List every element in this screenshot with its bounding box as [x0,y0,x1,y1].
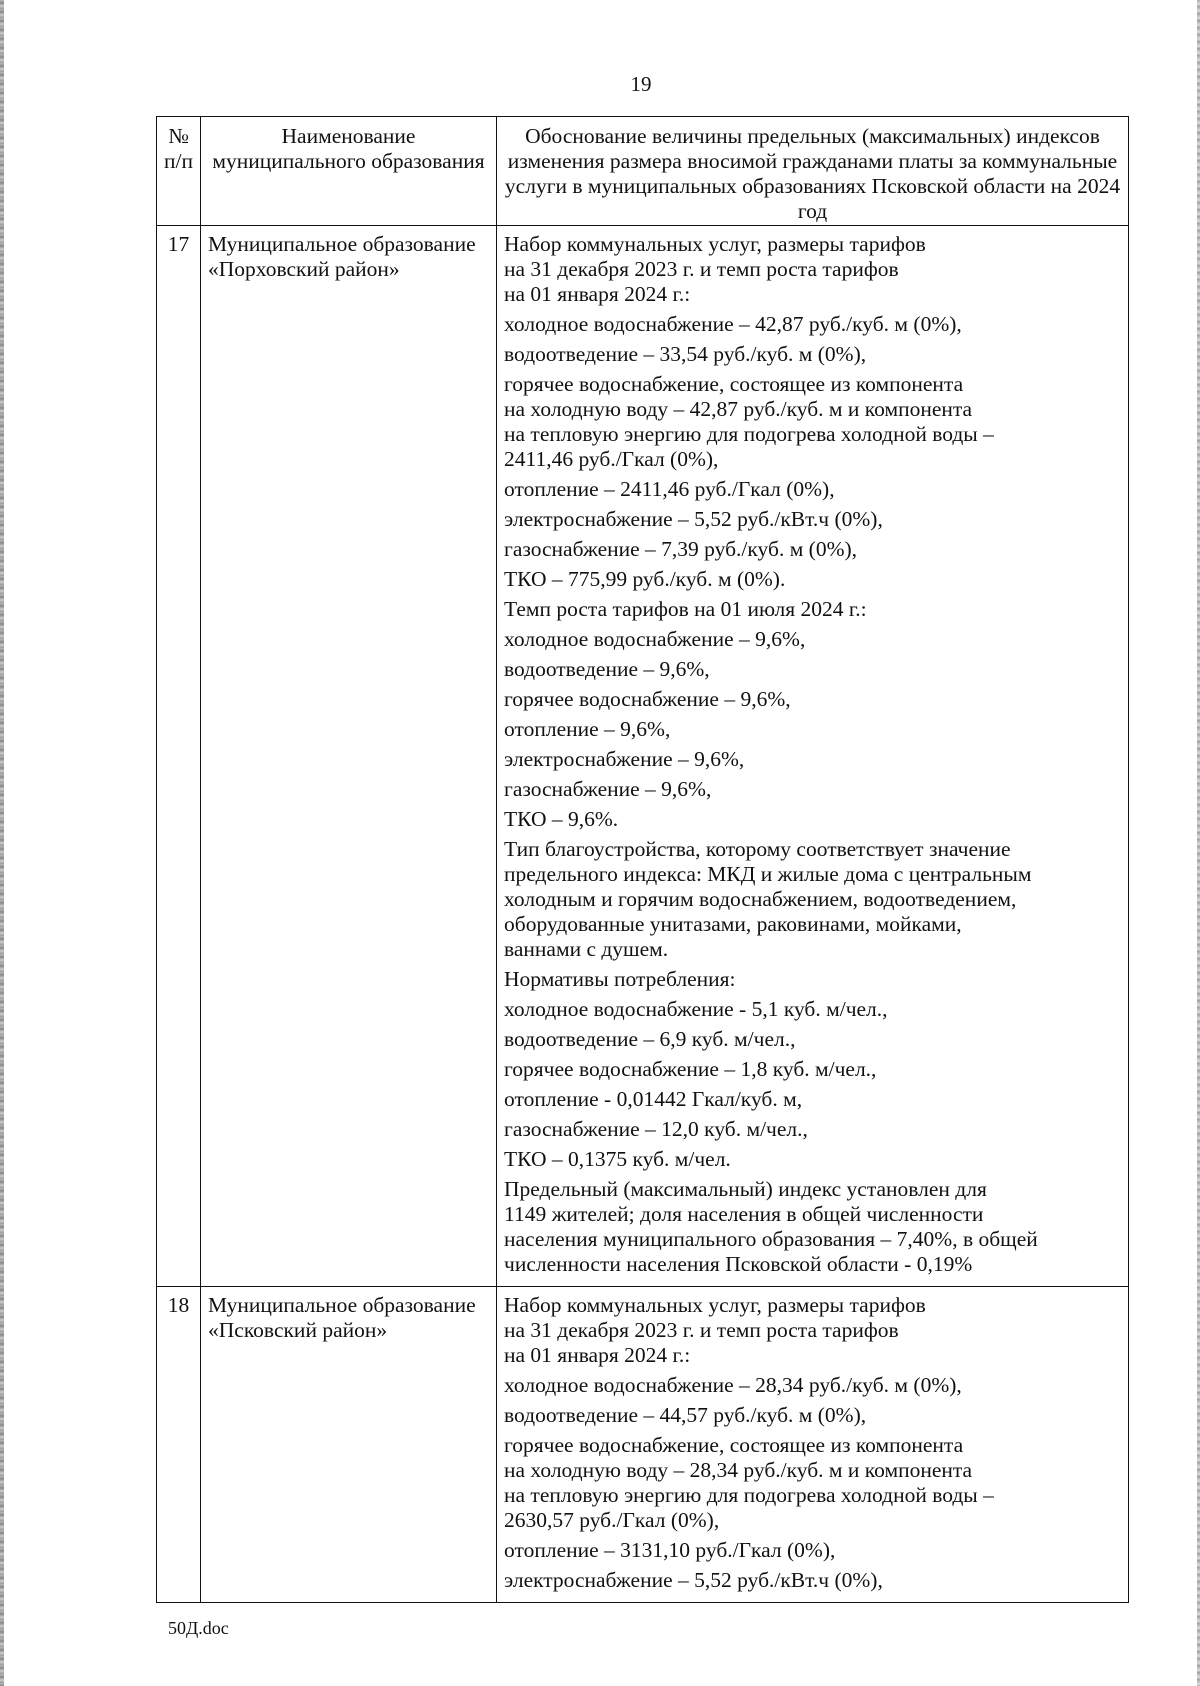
table-row [157,1287,1129,1603]
basis-paragraph [504,597,1122,622]
text-line: оборудованные унитазами, раковинами, мойками, [504,912,962,936]
header-basis: Обоснование величины предельных (максимальных) индексов изменения размера вносимой гражданами платы за коммунальные услуги в муниципальных образованиях Псковской области на 2024 год [497,117,1129,226]
text-line: на 31 декабря 2023 г. и темп роста тарифов [504,1318,899,1342]
row-number: 18 [157,1287,201,1603]
text-line: отопление – 2411,46 руб./Гкал (0%), [504,477,835,501]
basis-paragraph [504,1293,1122,1368]
basis-paragraph [504,807,1122,832]
text-line: Набор коммунальных услуг, размеры тарифов [504,1293,926,1317]
basis-paragraph [504,1403,1122,1428]
text-line: водоотведение – 9,6%, [504,657,710,681]
text-line: населения муниципального образования – 7,40%, в общей [504,1227,1038,1251]
basis-paragraph [504,567,1122,592]
basis-paragraph [504,372,1122,472]
basis-paragraph [504,1117,1122,1142]
text-line: газоснабжение – 12,0 куб. м/чел., [504,1117,808,1141]
basis-paragraph [504,1027,1122,1052]
basis-paragraph [504,1538,1122,1563]
basis-paragraph [504,1057,1122,1082]
municipality-name: Муниципальное образование «Псковский район» [201,1287,497,1603]
basis-paragraph [504,1177,1122,1277]
text-line: на 01 января 2024 г.: [504,1343,691,1367]
text-line: 2630,57 руб./Гкал (0%), [504,1508,720,1532]
text-line: на холодную воду – 28,34 руб./куб. м и компонента [504,1458,973,1482]
text-line: 1149 жителей; доля населения в общей численности [504,1202,984,1226]
footer-filename: 50Д.doc [168,1618,229,1638]
basis-paragraph [504,477,1122,502]
text-line: горячее водоснабжение – 9,6%, [504,687,791,711]
text-line: отопление – 9,6%, [504,717,671,741]
basis-paragraph [504,1433,1122,1533]
basis-paragraph [504,1087,1122,1112]
basis-paragraph [504,627,1122,652]
text-line: холодное водоснабжение – 9,6%, [504,627,806,651]
text-line: 2411,46 руб./Гкал (0%), [504,447,719,471]
text-line: предельного индекса: МКД и жилые дома с центральным [504,862,1032,886]
text-line: Предельный (максимальный) индекс установлен для [504,1177,987,1201]
scan-edge-left [0,0,4,1686]
text-line: Набор коммунальных услуг, размеры тарифов [504,232,926,256]
text-line: водоотведение – 44,57 руб./куб. м (0%), [504,1403,867,1427]
basis-paragraph [504,312,1122,337]
text-line: Тип благоустройства, которому соответствует значение [504,837,1011,861]
text-line: холодное водоснабжение – 28,34 руб./куб. м (0%), [504,1373,962,1397]
basis-paragraph [504,687,1122,712]
text-line: электроснабжение – 9,6%, [504,747,745,771]
basis-paragraph [504,1568,1122,1593]
basis-paragraph [504,507,1122,532]
text-line: на тепловую энергию для подогрева холодной воды – [504,1483,994,1507]
municipality-name: Муниципальное образование «Порховский район» [201,226,497,1287]
text-line: Нормативы потребления: [504,967,736,991]
basis-paragraph [504,537,1122,562]
tariff-table [156,116,1129,1603]
basis-paragraph [504,232,1122,307]
text-line: водоотведение – 6,9 куб. м/чел., [504,1027,796,1051]
basis-description [497,1287,1129,1603]
text-line: холодным и горячим водоснабжением, водоотведением, [504,887,1017,911]
header-municipality-name: Наименование муниципального образования [201,117,497,226]
basis-paragraph [504,777,1122,802]
text-line: холодное водоснабжение - 5,1 куб. м/чел., [504,997,888,1021]
basis-description [497,226,1129,1287]
text-line: на 01 января 2024 г.: [504,282,691,306]
text-line: горячее водоснабжение – 1,8 куб. м/чел., [504,1057,877,1081]
basis-paragraph [504,747,1122,772]
text-line: электроснабжение – 5,52 руб./кВт.ч (0%), [504,1568,883,1592]
table-row [157,226,1129,1287]
basis-paragraph [504,967,1122,992]
text-line: отопление – 3131,10 руб./Гкал (0%), [504,1538,836,1562]
text-line: водоотведение – 33,54 руб./куб. м (0%), [504,342,867,366]
page-number: 19 [630,72,652,96]
basis-paragraph [504,837,1122,962]
basis-paragraph [504,717,1122,742]
header-number: № п/п [157,117,201,226]
text-line: на 31 декабря 2023 г. и темп роста тарифов [504,257,899,281]
text-line: холодное водоснабжение – 42,87 руб./куб. м (0%), [504,312,962,336]
text-line: отопление - 0,01442 Гкал/куб. м, [504,1087,803,1111]
text-line: газоснабжение – 9,6%, [504,777,712,801]
text-line: электроснабжение – 5,52 руб./кВт.ч (0%), [504,507,883,531]
text-line: на тепловую энергию для подогрева холодной воды – [504,422,994,446]
basis-paragraph [504,1373,1122,1398]
row-number: 17 [157,226,201,1287]
text-line: на холодную воду – 42,87 руб./куб. м и компонента [504,397,973,421]
basis-paragraph [504,657,1122,682]
table-header-row [157,117,1129,226]
text-line: горячее водоснабжение, состоящее из компонента [504,372,964,396]
text-line: ТКО – 775,99 руб./куб. м (0%). [504,567,786,591]
text-line: горячее водоснабжение, состоящее из компонента [504,1433,964,1457]
text-line: газоснабжение – 7,39 руб./куб. м (0%), [504,537,858,561]
text-line: численности населения Псковской области - 0,19% [504,1252,973,1276]
text-line: ваннами с душем. [504,937,669,961]
basis-paragraph [504,997,1122,1022]
basis-paragraph [504,1147,1122,1172]
text-line: Темп роста тарифов на 01 июля 2024 г.: [504,597,867,621]
basis-paragraph [504,342,1122,367]
text-line: ТКО – 9,6%. [504,807,619,831]
text-line: ТКО – 0,1375 куб. м/чел. [504,1147,731,1171]
